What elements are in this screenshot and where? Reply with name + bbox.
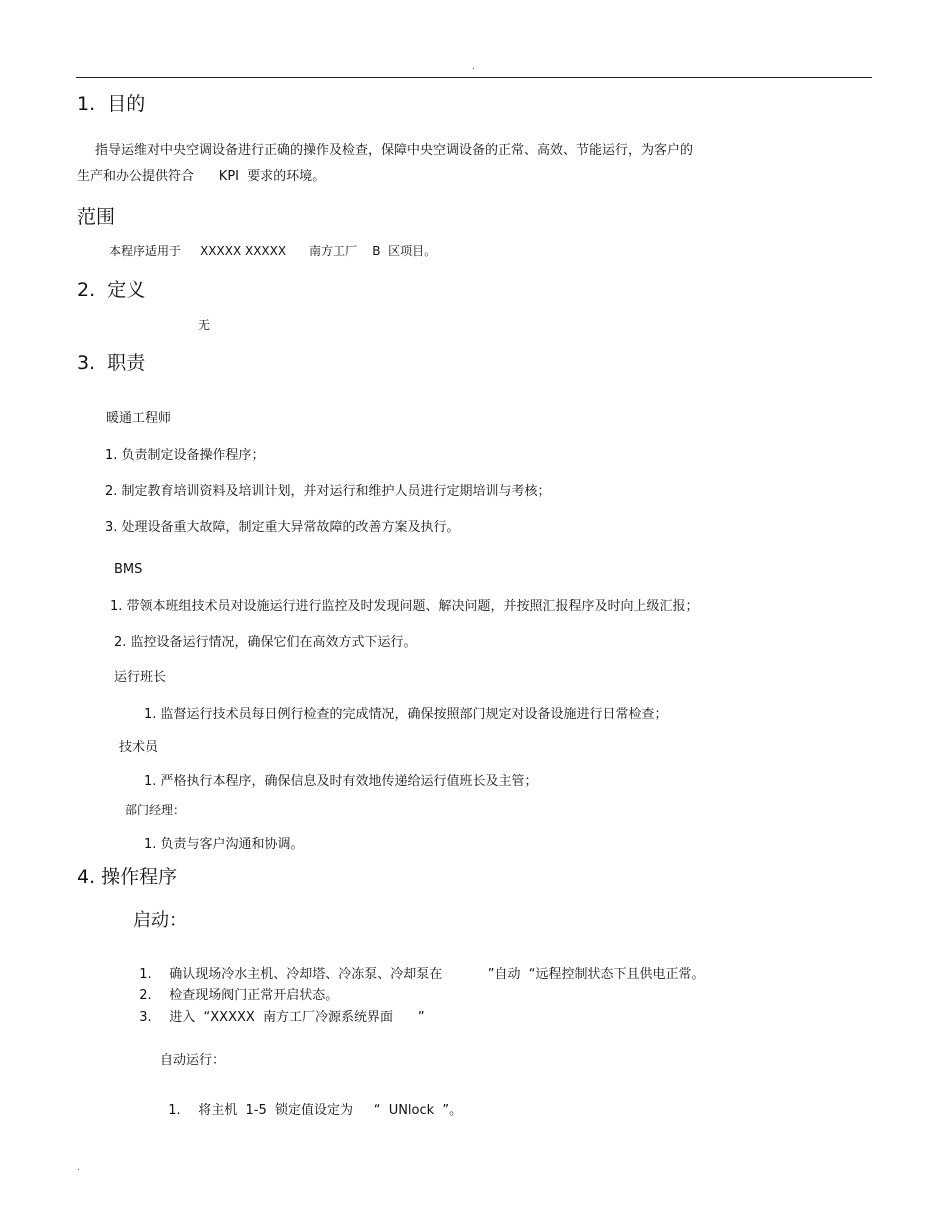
auto-run-step: [160, 1084, 462, 1118]
role-bms-item: 1. 带领本班组技术员对设施运行进行监控及时发现问题、解决问题，并按照汇报程序及时向上级汇报；: [110, 599, 699, 614]
scope-text: 本程序适用于 XXXXX XXXXX 南方工厂 B 区项目。: [109, 244, 437, 258]
definition-text: 无: [198, 318, 211, 332]
role-technician-title: 技术员: [119, 740, 159, 755]
step-number: 2.: [139, 988, 152, 1003]
auto-run-heading: 自动运行：: [160, 1053, 226, 1068]
role-shift-leader-title: 运行班长: [114, 670, 167, 685]
purpose-text-line2: 生产和办公提供符合 KPI 要求的环境。: [77, 169, 326, 184]
purpose-text-line1: 指导运维对中央空调设备进行正确的操作及检查，保障中央空调设备的正常、高效、节能运行，为客户的: [95, 143, 694, 158]
step-number: 1.: [168, 1103, 181, 1118]
operation-heading: 4. 操作程序: [77, 866, 178, 888]
header-rule: [76, 77, 872, 78]
startup-heading: 启动：: [133, 910, 187, 931]
scope-heading: 范围: [77, 206, 116, 228]
step-text: 将主机 1-5 锁定值设定为 “ UNlock ”。: [198, 1103, 463, 1118]
footer-mark: .: [77, 1163, 80, 1173]
role-manager-item: 1. 负责与客户沟通和协调。: [144, 837, 304, 852]
startup-step: [131, 991, 425, 1025]
header-mark: .: [472, 62, 475, 72]
step-text: 检查现场阀门正常开启状态。: [169, 988, 339, 1003]
role-manager-title: 部门经理：: [125, 803, 186, 817]
role-hvac-item: 2. 制定教育培训资料及培训计划，并对运行和维护人员进行定期培训与考核；: [105, 484, 551, 499]
step-text: 进入 “XXXXX 南方工厂冷源系统界面 ”: [169, 1010, 425, 1025]
role-bms-title: BMS: [114, 562, 143, 577]
step-text: 确认现场冷水主机、冷却塔、冷冻泵、冷却泵在 ”自动 “远程控制状态下且供电正常。: [169, 967, 705, 982]
definition-heading: 2. 定义: [77, 279, 146, 301]
role-hvac-title: 暖通工程师: [106, 411, 172, 426]
step-number: 1.: [139, 967, 152, 982]
role-technician-item: 1. 严格执行本程序，确保信息及时有效地传递给运行值班长及主管；: [144, 774, 538, 789]
role-hvac-item: 3. 处理设备重大故障，制定重大异常故障的改善方案及执行。: [105, 520, 460, 535]
purpose-heading: 1. 目的: [77, 93, 146, 115]
role-shift-leader-item: 1. 监督运行技术员每日例行检查的完成情况，确保按照部门规定对设备设施进行日常检查；: [144, 707, 668, 722]
duty-heading: 3. 职责: [77, 352, 146, 374]
step-number: 3.: [139, 1010, 152, 1025]
role-bms-item: 2. 监控设备运行情况，确保它们在高效方式下运行。: [114, 635, 417, 650]
role-hvac-item: 1. 负责制定设备操作程序；: [105, 448, 265, 463]
